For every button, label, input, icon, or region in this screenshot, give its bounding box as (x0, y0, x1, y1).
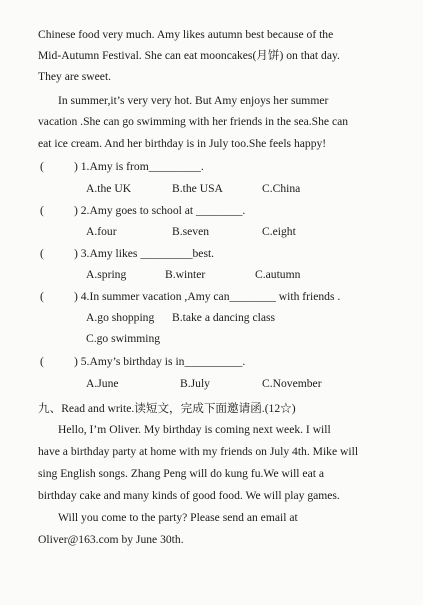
question-2 (40, 203, 245, 218)
answer-blank-1[interactable]: ( (40, 160, 44, 173)
answer-blank-2[interactable]: ( (40, 204, 44, 217)
q1-option-c: C.China (262, 182, 301, 195)
q2-option-c: C.eight (262, 225, 296, 238)
section-9-line-4: birthday cake and many kinds of good food. We will play games. (38, 489, 340, 502)
question-5 (40, 354, 245, 369)
q2-option-a: A.four (86, 225, 117, 238)
question-2-text: ) 2.Amy goes to school at ________. (74, 204, 246, 217)
q1-option-a: A.the UK (86, 182, 132, 195)
passage-line-5: vacation .She can go swimming with her friends in the sea.She can (38, 115, 349, 128)
q2-option-b: B.seven (172, 225, 210, 238)
q4-option-a: A.go shopping (86, 311, 155, 324)
q5-option-a: A.June (86, 377, 119, 390)
question-3 (40, 246, 214, 261)
q3-option-a: A.spring (86, 268, 127, 281)
question-4-text: ) 4.In summer vacation ,Amy can________ with friends . (74, 290, 341, 303)
passage-line-2: Mid-Autumn Festival. She can eat mooncakes(月饼) on that day. (38, 49, 340, 62)
section-9-line-5: Will you come to the party? Please send an email at (58, 511, 298, 524)
q3-option-b: B.winter (165, 268, 206, 281)
section-9-line-3: sing English songs. Zhang Peng will do kung fu.We will eat a (38, 467, 324, 480)
question-5-text: ) 5.Amy’s birthday is in__________. (74, 355, 246, 368)
q1-option-b: B.the USA (172, 182, 223, 195)
q5-option-c: C.November (262, 377, 322, 390)
section-9-line-2: have a birthday party at home with my friends on July 4th. Mike will (38, 445, 359, 458)
passage-line-6: eat ice cream. And her birthday is in July too.She feels happy! (38, 137, 327, 150)
q3-option-c: C.autumn (255, 268, 301, 281)
passage-line-1: Chinese food very much. Amy likes autumn best because of the (38, 28, 334, 41)
section-9-heading: 九、Read and write.读短文，完成下面邀请函.(12☆) (38, 402, 296, 415)
answer-blank-5[interactable]: ( (40, 355, 44, 368)
section-9-line-6: Oliver@163.com by June 30th. (38, 533, 184, 546)
question-1 (40, 159, 204, 174)
q5-option-b: B.July (180, 377, 210, 390)
q4-option-c: C.go swimming (86, 332, 161, 345)
answer-blank-3[interactable]: ( (40, 247, 44, 260)
answer-blank-4[interactable]: ( (40, 290, 44, 303)
question-3-text: ) 3.Amy likes _________best. (74, 247, 215, 260)
q4-option-b: B.take a dancing class (172, 311, 276, 324)
passage-line-3: They are sweet. (38, 70, 112, 83)
question-1-text: ) 1.Amy is from_________. (74, 160, 204, 173)
question-4 (40, 289, 340, 304)
section-9-line-1: Hello, I’m Oliver. My birthday is coming next week. I will (58, 423, 331, 436)
passage-line-4: In summer,it’s very very hot. But Amy enjoys her summer (58, 94, 329, 107)
